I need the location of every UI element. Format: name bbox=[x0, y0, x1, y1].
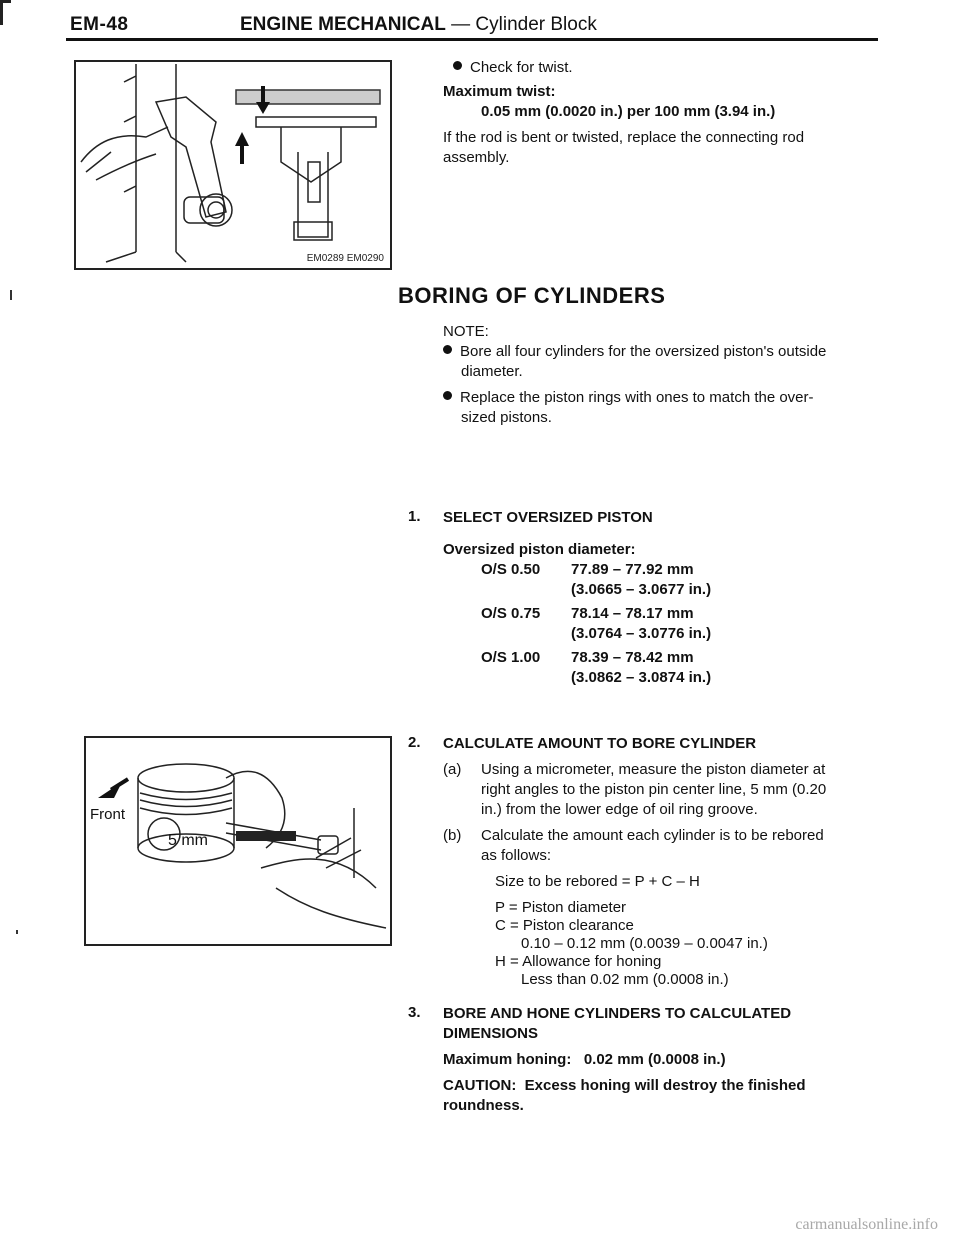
front-label: Front bbox=[90, 806, 126, 823]
margin-tick bbox=[10, 290, 12, 300]
rebore-formula: Size to be rebored = P + C – H bbox=[495, 873, 700, 890]
oversize-100-inch: (3.0862 – 3.0874 in.) bbox=[571, 669, 712, 686]
note-bullet2-line1 bbox=[443, 388, 814, 408]
step2-b-label: (b) bbox=[443, 827, 462, 844]
step2-number: 2. bbox=[408, 734, 421, 751]
note-bullet1-text: Bore all four cylinders for the oversized piston's outside bbox=[460, 343, 827, 360]
step2-a-line1: Using a micrometer, measure the piston diameter at bbox=[481, 761, 826, 778]
step2-a-line2: right angles to the piston pin center line, 5 mm (0.20 bbox=[481, 781, 827, 798]
step2-b-line1: Calculate the amount each cylinder is to be rebored bbox=[481, 827, 824, 844]
oversize-050-label: O/S 0.50 bbox=[481, 561, 541, 578]
section-title: BORING OF CYLINDERS bbox=[398, 283, 666, 308]
step2-a-label: (a) bbox=[443, 761, 462, 778]
piston-micrometer-figure bbox=[84, 736, 392, 946]
twist-check-item bbox=[453, 58, 573, 78]
connecting-rod-twist-figure bbox=[74, 60, 392, 270]
step3-number: 3. bbox=[408, 1004, 421, 1021]
oversize-075-inch: (3.0764 – 3.0776 in.) bbox=[571, 625, 712, 642]
step2-a-line3: in.) from the lower edge of oil ring groove. bbox=[481, 801, 758, 818]
max-honing: Maximum honing: 0.02 mm (0.0008 in.) bbox=[443, 1051, 726, 1068]
max-twist-label: Maximum twist: bbox=[443, 83, 556, 100]
note-bullet1-line2: diameter. bbox=[461, 363, 523, 380]
replace-rod-line1: If the rod is bent or twisted, replace the connecting rod bbox=[443, 129, 805, 146]
piston-illustration bbox=[86, 738, 390, 944]
five-mm-label: 5 mm bbox=[168, 832, 208, 849]
step2-title: CALCULATE AMOUNT TO BORE CYLINDER bbox=[443, 735, 757, 752]
page-header-title bbox=[240, 14, 597, 36]
twist-illustration bbox=[76, 62, 390, 268]
replace-rod-line2: assembly. bbox=[443, 149, 510, 166]
step3-title-line2: DIMENSIONS bbox=[443, 1025, 539, 1042]
step1-number: 1. bbox=[408, 508, 421, 525]
step2-b-line2: as follows: bbox=[481, 847, 552, 864]
oversize-050-mm: 77.89 – 77.92 mm bbox=[571, 561, 694, 578]
step1-title: SELECT OVERSIZED PISTON bbox=[443, 509, 653, 526]
p-definition: P = Piston diameter bbox=[495, 899, 627, 916]
step1-subtitle: Oversized piston diameter: bbox=[443, 541, 636, 558]
h-definition: H = Allowance for honing bbox=[495, 953, 662, 970]
footer-watermark: carmanualsonline.info bbox=[795, 1216, 938, 1233]
note-label: NOTE: bbox=[443, 323, 489, 340]
figure-code-label: EM0289 EM0290 bbox=[306, 253, 384, 264]
twist-check-text: Check for twist. bbox=[470, 59, 573, 76]
header-subsection: — Cylinder Block bbox=[451, 14, 597, 35]
oversize-100-label: O/S 1.00 bbox=[481, 649, 541, 666]
oversize-050-inch: (3.0665 – 3.0677 in.) bbox=[571, 581, 712, 598]
page-corner-mark bbox=[0, 0, 11, 25]
bullet-icon bbox=[443, 391, 452, 400]
c-definition: C = Piston clearance bbox=[495, 917, 634, 934]
caution-line2: roundness. bbox=[443, 1097, 524, 1114]
oversize-075-mm: 78.14 – 78.17 mm bbox=[571, 605, 694, 622]
step3-title-line1: BORE AND HONE CYLINDERS TO CALCULATED bbox=[443, 1005, 792, 1022]
margin-tick bbox=[16, 930, 18, 934]
max-twist-value: 0.05 mm (0.0020 in.) per 100 mm (3.94 in.) bbox=[481, 103, 776, 120]
oversize-075-label: O/S 0.75 bbox=[481, 605, 541, 622]
bullet-icon bbox=[453, 61, 462, 70]
c-value: 0.10 – 0.12 mm (0.0039 – 0.0047 in.) bbox=[521, 935, 768, 952]
oversize-100-mm: 78.39 – 78.42 mm bbox=[571, 649, 694, 666]
header-rule bbox=[66, 38, 878, 41]
page-code: EM-48 bbox=[70, 14, 129, 35]
bullet-icon bbox=[443, 345, 452, 354]
h-value: Less than 0.02 mm (0.0008 in.) bbox=[521, 971, 729, 988]
note-bullet1-line1 bbox=[443, 342, 826, 362]
note-bullet2-line2: sized pistons. bbox=[461, 409, 552, 426]
note-bullet2-text: Replace the piston rings with ones to match the over- bbox=[460, 389, 814, 406]
header-section: ENGINE MECHANICAL bbox=[240, 14, 446, 35]
caution-line1: CAUTION: Excess honing will destroy the finished bbox=[443, 1077, 806, 1094]
